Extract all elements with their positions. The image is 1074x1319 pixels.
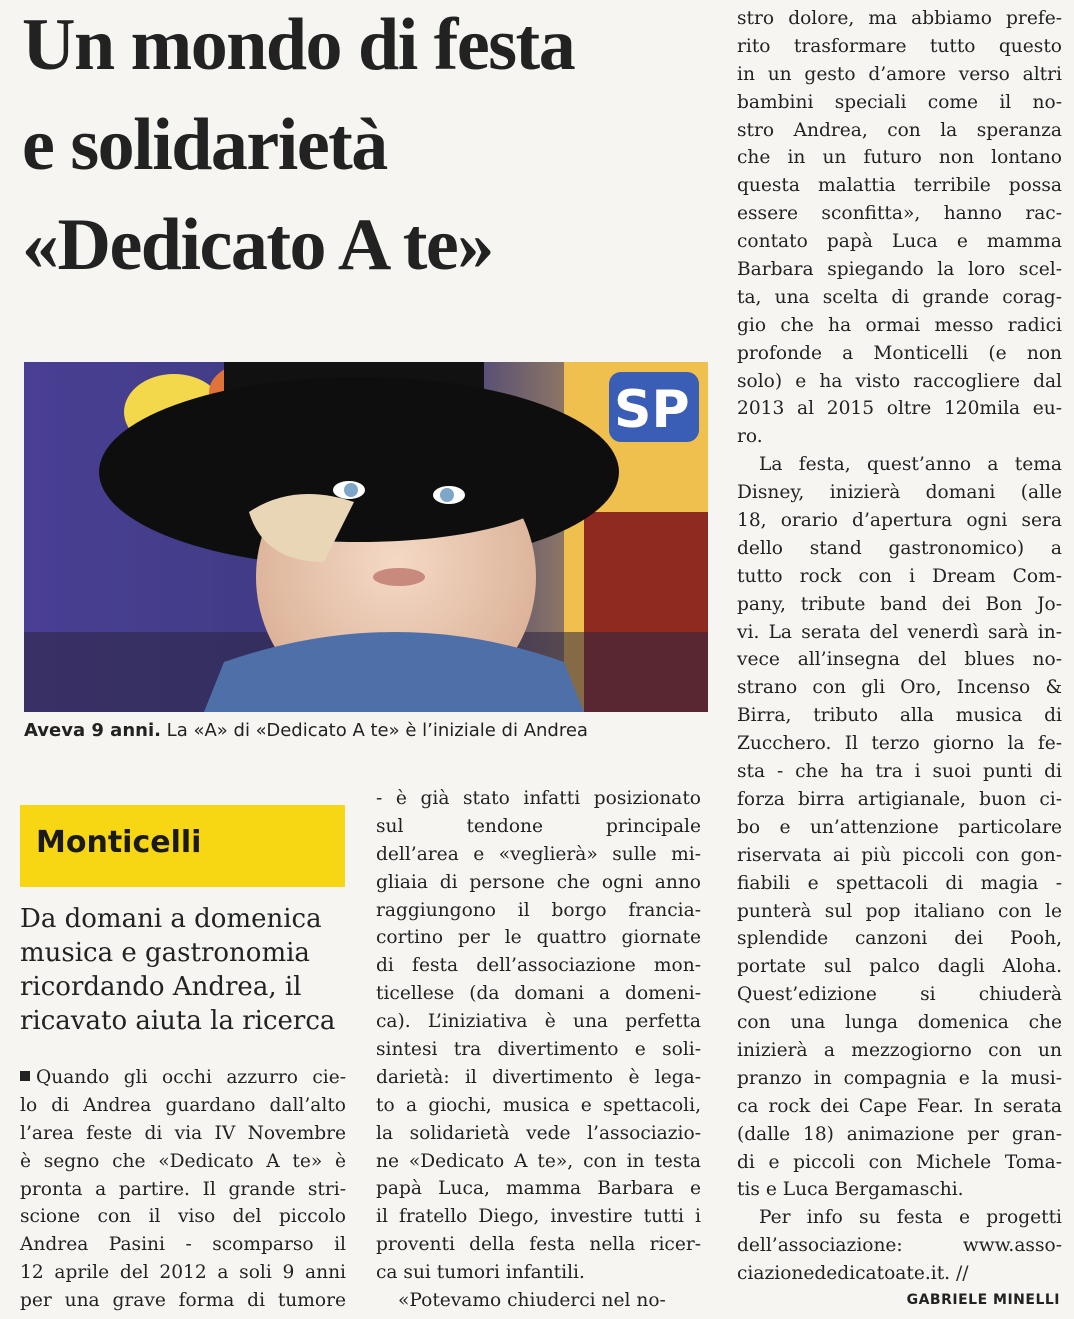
body-line: sul tendone principale bbox=[376, 815, 701, 837]
body-line: ca). L’iniziativa è una perfetta bbox=[376, 1011, 701, 1033]
body-column-2 bbox=[376, 785, 701, 1315]
body-line: scione con il viso del piccolo bbox=[20, 1206, 346, 1228]
body-line: è segno che «Dedicato A te» è bbox=[20, 1150, 346, 1172]
body-line: Barbara spiegando la loro scel- bbox=[737, 259, 1062, 281]
body-line: forza birra artigianale, buon ci- bbox=[737, 788, 1062, 810]
byline: GABRIELE MINELLI bbox=[906, 1292, 1060, 1308]
body-line: 18, orario d’apertura ogni sera bbox=[737, 510, 1062, 532]
body-line: raggiungono il borgo francia- bbox=[376, 899, 701, 921]
body-line: La festa, quest’anno a tema bbox=[759, 454, 1062, 476]
body-line: dell’associazione: www.asso- bbox=[737, 1235, 1062, 1257]
body-line: essere sconfitta», hanno rac- bbox=[737, 203, 1062, 225]
body-line: gio che ha ormai messo radici bbox=[737, 314, 1062, 336]
section-tag: Monticelli bbox=[20, 805, 345, 887]
body-line: ciazionededicatoate.it. // bbox=[737, 1263, 969, 1285]
body-line: ne «Dedicato A te», con in testa bbox=[376, 1150, 701, 1172]
body-line: ca rock dei Cape Fear. In serata bbox=[737, 1095, 1062, 1117]
body-line: pronta a partire. Il grande stri- bbox=[20, 1178, 346, 1200]
body-line: punterà sul pop italiano con le bbox=[737, 900, 1062, 922]
body-line: inizierà a mezzogiorno con un bbox=[737, 1039, 1062, 1061]
body-line: Zucchero. Il terzo giorno la fe- bbox=[737, 733, 1062, 755]
body-line: tis e Luca Bergamaschi. bbox=[737, 1179, 964, 1201]
body-line: splendide canzoni dei Pooh, bbox=[737, 928, 1062, 950]
article-photo bbox=[24, 362, 708, 712]
body-line: sta - che ha tra i suoi punti di bbox=[737, 761, 1062, 783]
body-line: vi. La serata del venerdì sarà in- bbox=[737, 621, 1062, 643]
body-line: Disney, inizierà domani (alle bbox=[737, 482, 1062, 504]
body-line: contato papà Luca e mamma bbox=[737, 231, 1062, 253]
body-line: bambini speciali come il no- bbox=[737, 91, 1062, 113]
body-line: riservata ai più piccoli con gon- bbox=[737, 844, 1062, 866]
body-line: 12 aprile del 2012 a soli 9 anni bbox=[20, 1262, 346, 1284]
subhead-line: Da domani a domenica bbox=[20, 904, 322, 934]
body-line: di festa dell’associazione mon- bbox=[376, 955, 701, 977]
body-line: il fratello Diego, investire tutti i bbox=[376, 1206, 701, 1228]
body-line: vece all’insegna del blues no- bbox=[737, 649, 1062, 671]
body-line: 2013 al 2015 oltre 120mila eu- bbox=[737, 398, 1062, 420]
caption-text: La «A» di «Dedicato A te» è l’iniziale di Andrea bbox=[160, 720, 588, 741]
body-line: bo e un’attenzione particolare bbox=[737, 816, 1062, 838]
headline-line-2: e solidarietà bbox=[22, 104, 387, 186]
body-line: to a giochi, musica e spettacoli, bbox=[376, 1094, 701, 1116]
body-line: profonde a Monticelli (e non bbox=[737, 342, 1062, 364]
body-line: questa malattia terribile possa bbox=[737, 175, 1062, 197]
subhead-line: ricordando Andrea, il bbox=[20, 972, 302, 1002]
body-line: pany, tribute band dei Bon Jo- bbox=[737, 593, 1062, 615]
body-line: dello stand gastronomico) a bbox=[737, 537, 1062, 559]
body-line: stro dolore, ma abbiamo prefe- bbox=[737, 8, 1062, 29]
body-line: dell’area e «veglierà» sulle mi- bbox=[376, 843, 701, 865]
subhead-line: musica e gastronomia bbox=[20, 938, 310, 968]
body-line: l’area feste di via IV Novembre bbox=[20, 1122, 346, 1144]
body-line: ca sui tumori infantili. bbox=[376, 1262, 585, 1284]
body-line: ta, una scelta di grande corag- bbox=[737, 286, 1062, 308]
body-line: sintesi tra divertimento e soli- bbox=[376, 1039, 701, 1061]
body-line: la solidarietà vede l’associazio- bbox=[376, 1122, 701, 1144]
body-line bbox=[20, 1064, 346, 1092]
body-line: con una lunga domenica che bbox=[737, 1012, 1062, 1034]
headline-line-1: Un mondo di festa bbox=[22, 4, 575, 86]
body-line: Birra, tributo alla musica di bbox=[737, 705, 1062, 727]
body-line: di e piccoli con Michele Toma- bbox=[737, 1151, 1062, 1173]
body-line: per una grave forma di tumore bbox=[20, 1290, 346, 1312]
body-line: proventi della festa nella ricer- bbox=[376, 1234, 701, 1256]
headline-line-3: «Dedicato A te» bbox=[22, 204, 493, 286]
body-line: strano con gli Oro, Incenso & bbox=[737, 677, 1062, 699]
body-line: «Potevamo chiuderci nel no- bbox=[398, 1290, 666, 1312]
body-line: tutto rock con i Dream Com- bbox=[737, 565, 1062, 587]
body-line: cortino per le quattro giornate bbox=[376, 927, 701, 949]
photo-caption bbox=[24, 720, 714, 741]
headline bbox=[22, 4, 712, 308]
photo-boy-with-hat-icon bbox=[24, 362, 708, 712]
body-line: papà Luca, mamma Barbara e bbox=[376, 1178, 701, 1200]
body-line: (dalle 18) animazione per gran- bbox=[737, 1123, 1062, 1145]
body-line: - è già stato infatti posizionato bbox=[376, 788, 701, 809]
body-line: ro. bbox=[737, 426, 763, 448]
body-line: Andrea Pasini - scomparso il bbox=[20, 1234, 346, 1256]
body-line: ticellese (da domani a domeni- bbox=[376, 983, 701, 1005]
body-line: pranzo in compagnia e la musi- bbox=[737, 1067, 1062, 1089]
caption-bold: Aveva 9 anni. bbox=[24, 720, 161, 741]
body-line: fiabili e spettacoli di magia - bbox=[737, 872, 1062, 894]
body-line-text: Quando gli occhi azzurro cie- bbox=[36, 1067, 346, 1088]
subhead-line: ricavato aiuta la ricerca bbox=[20, 1006, 336, 1036]
subheadline bbox=[20, 902, 350, 1038]
body-line: darietà: il divertimento è lega- bbox=[376, 1066, 701, 1088]
body-line: lo di Andrea guardano dall’alto bbox=[20, 1094, 346, 1116]
bullet-square-icon bbox=[20, 1071, 30, 1081]
body-line: stro Andrea, con la speranza bbox=[737, 119, 1062, 141]
body-column-3 bbox=[737, 5, 1062, 1288]
body-line: in un gesto d’amore verso altri bbox=[737, 63, 1062, 85]
body-line: che in un futuro non lontano bbox=[737, 147, 1062, 169]
body-line: solo) e ha visto raccogliere dal bbox=[737, 370, 1062, 392]
body-column-1 bbox=[20, 1064, 346, 1315]
photo-sign-text: SP bbox=[614, 380, 690, 440]
body-line: gliaia di persone che ogni anno bbox=[376, 871, 701, 893]
body-line: Per info su festa e progetti bbox=[759, 1207, 1062, 1229]
body-line: portate sul palco dagli Aloha. bbox=[737, 956, 1062, 978]
body-line: Quest’edizione si chiuderà bbox=[737, 984, 1062, 1006]
body-line: rito trasformare tutto questo bbox=[737, 35, 1062, 57]
